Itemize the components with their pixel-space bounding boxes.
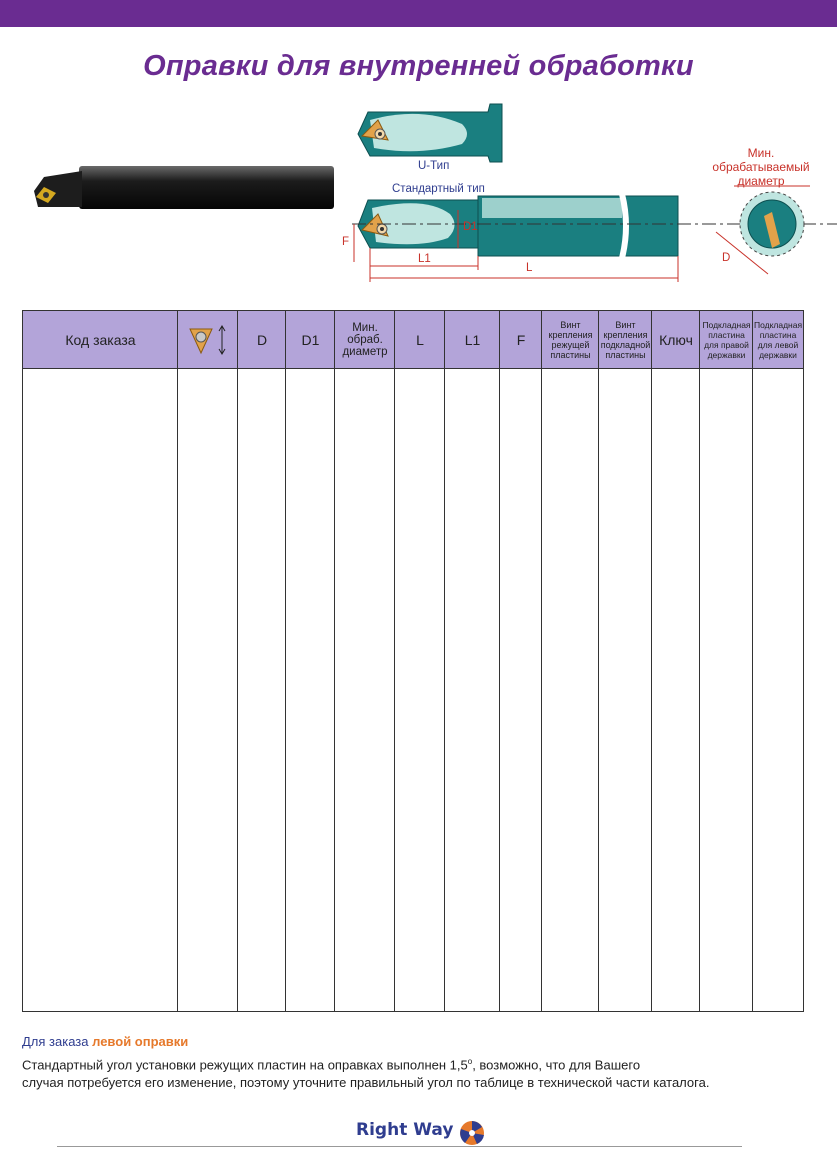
header-shim-left: Подкладная пластина для левой державки: [753, 319, 803, 360]
end-view: [734, 186, 810, 256]
brand-name: Right Way: [356, 1120, 454, 1140]
top-bar: [0, 0, 837, 27]
header-order-code: Код заказа: [65, 331, 136, 348]
order-note-body: Стандартный угол установки режущих пластин на оправках выполнен $1,5^о$, возможно, что для Вашего случая потребуется его изменение, поэтому уточните правильный угол по таблице в технической части каталога.: [22, 1057, 710, 1091]
left-holder-link: левой оправки: [92, 1034, 189, 1049]
col-shim-left: [753, 311, 803, 1011]
col-shim-screw: [599, 311, 652, 1011]
col-f: [500, 311, 542, 1011]
dim-l-label: L: [526, 262, 533, 274]
header-l: L: [416, 331, 424, 348]
u-type-holder: [358, 104, 502, 162]
u-type-label: U-Тип: [418, 160, 450, 172]
col-d: [238, 311, 286, 1011]
col-shim-right: [700, 311, 753, 1011]
col-d1: [286, 311, 335, 1011]
header-shim-right: Подкладная пластина для правой державки: [702, 319, 751, 360]
dim-f-label: F: [342, 236, 350, 248]
col-l: [395, 311, 445, 1011]
col-min-diameter: [335, 311, 395, 1011]
page-title: Оправки для внутренней обработки: [143, 50, 694, 82]
header-d1: D1: [301, 331, 320, 348]
header-l1: L1: [464, 331, 481, 348]
header-f: F: [516, 331, 526, 348]
dim-d1-label: D1: [463, 221, 478, 233]
brand-logo-icon: [457, 1118, 487, 1148]
col-order-code: [23, 311, 178, 1011]
col-insert-screw: [542, 311, 599, 1011]
insert-icon: [186, 323, 230, 357]
header-key: Ключ: [659, 331, 693, 348]
col-l1: [445, 311, 500, 1011]
dim-d-label: D: [722, 252, 731, 264]
header-shim-screw: Винт крепления подкладной пластины: [600, 319, 651, 360]
header-insert-icon: [178, 311, 238, 368]
tool-photo: [24, 163, 336, 213]
col-insert: [178, 311, 238, 1011]
header-min-diameter: Мин. обраб. диаметр: [342, 321, 388, 358]
header-insert-screw: Винт крепления режущей пластины: [548, 319, 593, 360]
dim-l1-label: L1: [418, 253, 431, 265]
col-key: [652, 311, 700, 1011]
standard-holder: [358, 194, 678, 258]
header-d: D: [256, 331, 268, 348]
standard-type-label: Стандартный тип: [392, 183, 485, 195]
order-note-heading: Для заказа левой оправки: [22, 1034, 189, 1049]
min-diameter-label: Мин. обрабатываемый диаметр: [712, 146, 810, 188]
spec-table: [22, 310, 804, 1012]
footer-line: [57, 1146, 742, 1147]
